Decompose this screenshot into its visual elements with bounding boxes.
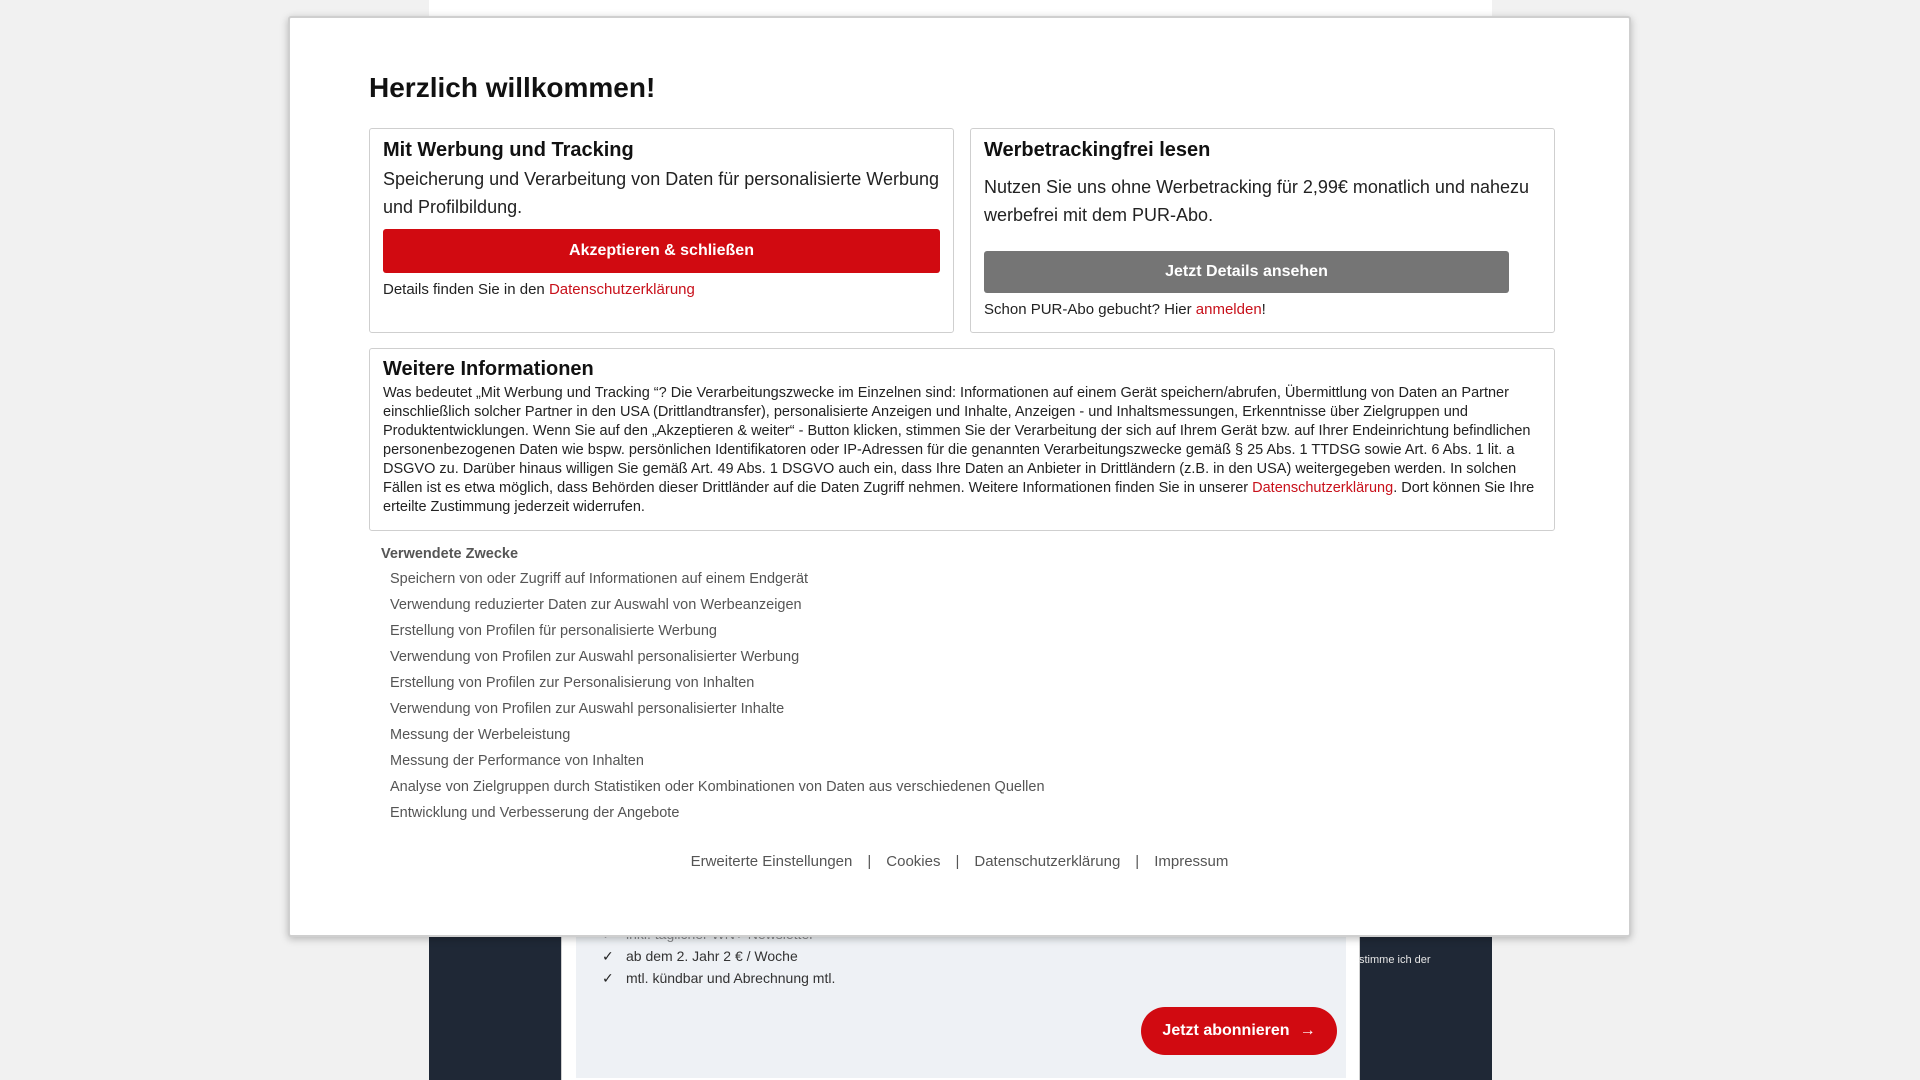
subscription-card: [561, 930, 1360, 1080]
tracking-heading: Mit Werbung und Tracking: [383, 139, 634, 161]
purpose-item: Verwendung von Profilen zur Auswahl personalisierter Werbung: [390, 649, 800, 665]
benefit-item: ✓ ab dem 2. Jahr 2 € / Woche: [602, 948, 798, 964]
purpose-item: Entwicklung und Verbesserung der Angebote: [390, 805, 680, 821]
more-info-heading: Weitere Informationen: [383, 358, 594, 380]
separator: |: [955, 853, 960, 870]
purpose-item: Analyse von Zielgruppen durch Statistiken oder Kombinationen von Daten aus verschiedenen Quellen: [390, 779, 1045, 795]
modal-title: Herzlich willkommen!: [369, 72, 656, 103]
purpose-item: Messung der Performance von Inhalten: [390, 753, 644, 769]
check-icon: ✓: [602, 948, 614, 964]
purpose-item: Erstellung von Profilen zur Personalisierung von Inhalten: [390, 675, 755, 691]
login-link[interactable]: anmelden: [1195, 301, 1262, 318]
purposes-list: [381, 566, 1045, 826]
tracking-option-box: [369, 128, 954, 333]
more-info-text: Was bedeutet „Mit Werbung und Tracking “? Die Verarbeitungszwecke im Einzelnen sind: Informationen auf einem Gerät speichern/abrufen, Übermittlung von Daten an Partner einschließlich solcher Partner in den USA (Drittlandtransfer), personalisierte Anzeigen und Inhalte, Anzeigen - und Inhaltsmessungen, Erkenntnisse über Zielgruppen und Produktentwicklungen. Wenn Sie auf den „Akzeptieren & weiter“ - Button klicken, stimmen Sie der Verarbeitung der sich auf Ihrem Gerät bzw. auf Ihrer Endeinrichtung befindlichen personenbezogenen Daten wie bspw. persönlichen Identifikatoren oder IP-Adressen für die genannten Verarbeitungszwecke gemäß § 25 Abs. 1 TTDSG sowie Art. 6 Abs. 1 lit. a DSGVO zu. Darüber hinaus willigen Sie gemäß Art. 49 Abs. 1 DSGVO auch ein, dass Ihre Daten an Anbieter in Drittländern (z.B. in den USA) weitergegeben werden. In solchen Fällen ist es etwa möglich, dass Behörden dieser Drittländer auf die Daten Zugriff nehmen. Weitere Informationen finden Sie in unserer Datenschutzerklärung. Dort können Sie Ihre erteilte Zustimmung jederzeit widerrufen.: [383, 385, 1535, 515]
purpose-item: Erstellung von Profilen für personalisierte Werbung: [390, 623, 717, 639]
info-privacy-link[interactable]: Datenschutzerklärung: [1252, 480, 1394, 496]
cookies-link[interactable]: Cookies: [886, 853, 941, 870]
tracking-text: Speicherung und Verarbeitung von Daten für personalisierte Werbung und Profilbildung.: [383, 169, 940, 217]
subscription-card-body: [576, 930, 1346, 1078]
separator: |: [867, 853, 872, 870]
imprint-link[interactable]: Impressum: [1154, 853, 1229, 870]
check-icon: ✓: [602, 970, 614, 986]
privacy-policy-link[interactable]: Datenschutzerklärung: [548, 281, 695, 298]
modal-footer-links: [290, 853, 1629, 870]
pur-option-box: [970, 128, 1555, 333]
purpose-item: Speichern von oder Zugriff auf Informationen auf einem Endgerät: [390, 571, 809, 587]
consent-modal: [288, 16, 1631, 937]
details-line: Details finden Sie in den Datenschutzerklärung: [383, 281, 695, 298]
arrow-right-icon: →: [1299, 1022, 1316, 1039]
accept-close-button[interactable]: Akzeptieren & schließen: [383, 229, 940, 273]
separator: |: [1135, 853, 1140, 870]
purposes-section: [381, 546, 1045, 826]
more-info-box: [369, 348, 1555, 531]
benefit-item: ✓ mtl. kündbar und Abrechnung mtl.: [602, 970, 836, 986]
footer-privacy-link[interactable]: Datenschutzerklärung: [974, 853, 1121, 870]
pur-login-line: Schon PUR-Abo gebucht? Hier anmelden!: [984, 301, 1266, 318]
purpose-item: Verwendung von Profilen zur Auswahl personalisierter Inhalte: [390, 701, 785, 717]
consent-snippet: stimme ich der: [1359, 954, 1431, 966]
pur-heading: Werbetrackingfrei lesen: [984, 139, 1211, 161]
purpose-item: Messung der Werbeleistung: [390, 727, 571, 743]
purposes-title: Verwendete Zwecke: [381, 546, 519, 562]
purpose-item: Verwendung reduzierter Daten zur Auswahl von Werbeanzeigen: [390, 597, 802, 613]
pur-text: Nutzen Sie uns ohne Werbetracking für 2,99€ monatlich und nahezu werbefrei mit dem PUR-Abo.: [984, 177, 1530, 225]
subscribe-button[interactable]: Jetzt abonnieren →: [1141, 1007, 1337, 1055]
advanced-settings-link[interactable]: Erweiterte Einstellungen: [690, 853, 853, 870]
view-details-button[interactable]: Jetzt Details ansehen: [984, 251, 1509, 293]
